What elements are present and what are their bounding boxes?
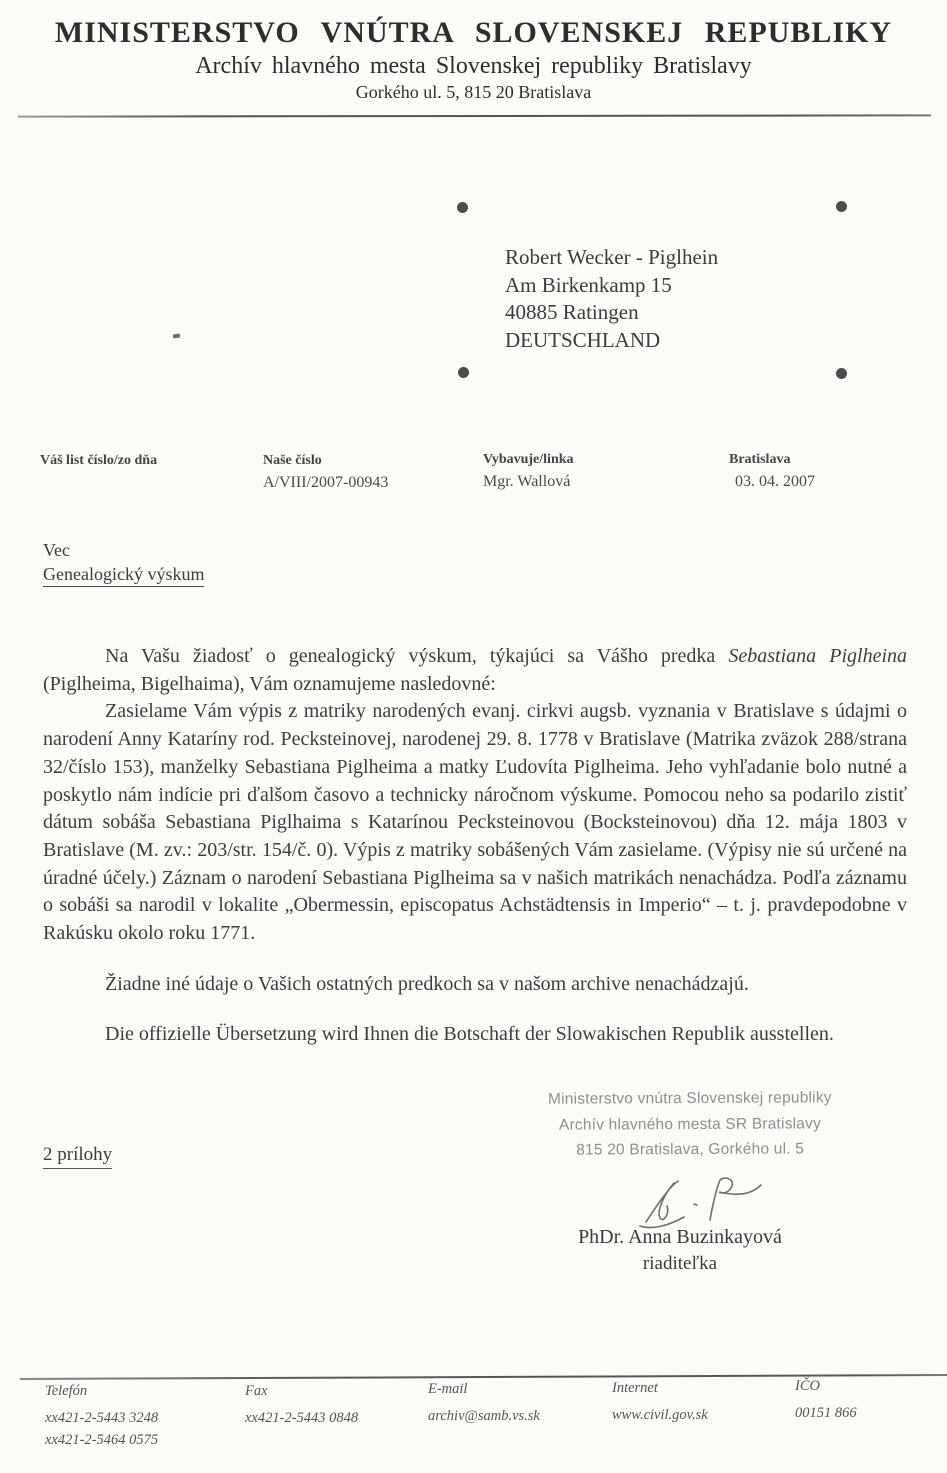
office-stamp	[538, 1085, 842, 1163]
stamp-line-2: Archív hlavného mesta SR Bratislavy	[558, 1114, 822, 1134]
footer-fax	[245, 1383, 358, 1429]
recipient-street: Am Birkenkamp 15	[505, 272, 672, 297]
recipient-name: Robert Wecker - Piglhein	[505, 245, 719, 269]
paragraph-1-italic-name: Sebastiana Piglheina	[728, 645, 907, 667]
recipient-city: 40885 Ratingen	[505, 300, 639, 324]
ref-our-number-value: A/VIII/2007-00943	[263, 474, 389, 491]
footer-email-value: archiv@samb.vs.sk	[428, 1408, 540, 1424]
footer-internet	[612, 1380, 708, 1426]
ref-your-letter-label: Váš list číslo/zo dňa	[40, 453, 158, 468]
subject-block	[43, 540, 204, 587]
archive-subtitle: Archív hlavného mesta Slovenskej republiky Bratislavy	[195, 53, 752, 79]
stamp-line-3: 815 20 Bratislava, Gorkého ul. 5	[576, 1140, 805, 1159]
letterhead-address: Gorkého ul. 5, 815 20 Bratislava	[355, 82, 592, 102]
subject-value: Genealogický výskum	[43, 564, 204, 587]
signer-title: riaditeľka	[642, 1253, 718, 1274]
ref-handled-by-label: Vybavuje/linka	[483, 452, 574, 467]
signature-block	[530, 1226, 830, 1275]
footer-internet-label: Internet	[612, 1380, 658, 1396]
ref-our-number-label: Naše číslo	[263, 453, 322, 468]
registration-dot	[836, 368, 847, 379]
footer-ico-label: IČO	[795, 1378, 820, 1394]
registration-dot	[458, 367, 469, 378]
letter-body	[43, 643, 907, 1049]
paragraph-3: Žiadne iné údaje o Vašich ostatných predkoch sa v našom archive nenachádzajú.	[105, 972, 749, 995]
ref-handled-by-value: Mgr. Wallová	[483, 473, 571, 490]
footer-fax-label: Fax	[245, 1383, 268, 1399]
paragraph-1-text-end: (Piglheima, Bigelhaima), Vám oznamujeme nasledovné:	[43, 672, 496, 695]
footer-internet-value: www.civil.gov.sk	[612, 1407, 708, 1423]
letterhead	[0, 16, 947, 103]
subject-label: Vec	[43, 540, 70, 560]
footer-fax-value: xx421-2-5443 0848	[245, 1410, 359, 1426]
paragraph-1-text: Na Vašu žiadosť o genealogický výskum, týkajúci sa Vášho predka	[105, 645, 729, 667]
footer-email-label: E-mail	[428, 1381, 468, 1397]
recipient-address	[505, 244, 718, 354]
registration-dot	[457, 202, 468, 213]
recipient-country: DEUTSCHLAND	[505, 327, 661, 352]
footer-phone	[45, 1383, 158, 1451]
registration-dot	[836, 201, 847, 212]
footer-email	[428, 1381, 540, 1427]
signer-name: PhDr. Anna Buzinkayová	[578, 1226, 782, 1248]
footer-ico-value: 00151 866	[795, 1405, 857, 1421]
footer-ico	[795, 1378, 857, 1424]
paragraph-4: Die offizielle Übersetzung wird Ihnen die Botschaft der Slowakischen Republik ausstellen.	[105, 1023, 834, 1046]
ministry-title: MINISTERSTVO VNÚTRA SLOVENSKEJ REPUBLIKY	[54, 16, 893, 49]
paragraph-1	[43, 643, 907, 698]
enclosures-note: 2 prílohy	[43, 1144, 112, 1169]
ref-date-value: 03. 04. 2007	[735, 473, 815, 490]
ref-place-label: Bratislava	[729, 452, 791, 467]
footer-phone-value-1: xx421-2-5443 3248	[45, 1410, 159, 1426]
footer-phone-label: Telefón	[45, 1383, 88, 1399]
scan-artifact	[173, 334, 180, 339]
letterhead-divider	[18, 114, 931, 117]
stamp-line-1: Ministerstvo vnútra Slovenskej republiky	[547, 1089, 832, 1108]
paragraph-2: Zasielame Vám výpis z matriky narodených evanj. cirkvi augsb. vyznania v Bratislave s údajmi o narodení Anny Kataríny rod. Pecksteinovej, narodenej 29. 8. 1778 v Bratislave (Matrika zväzok 288/strana 32/číslo 153), manželky Sebastiana Piglheima a matky Ľudovíta Piglheima. Jeho vyhľadanie bolo nutné a poskytlo nám indície pri ďalšom časovo a technicky náročnom výskume. Pomocou neho sa podarilo zistiť dátum sobáša Sebastiana Piglhaima s Katarínou Pecksteinovou (Bocksteinovou) dňa 12. mája 1803 v Bratislave (M. zv.: 203/str. 154/č. 0). Výpis z matriky sobášených Vám zasielame. (Výpisy nie sú určené na úradné účely.) Záznam o narodení Sebastiana Piglheima sa v našich matrikách nenachádza. Podľa záznamu o sobáši sa narodil v lokalite „Obermessin, episcopatus Achstädtensis in Imperio“ – t. j. pravdepodobne v Rakúsku okolo roku 1771.	[43, 700, 907, 945]
footer-phone-value-2: xx421-2-5464 0575	[45, 1432, 159, 1448]
